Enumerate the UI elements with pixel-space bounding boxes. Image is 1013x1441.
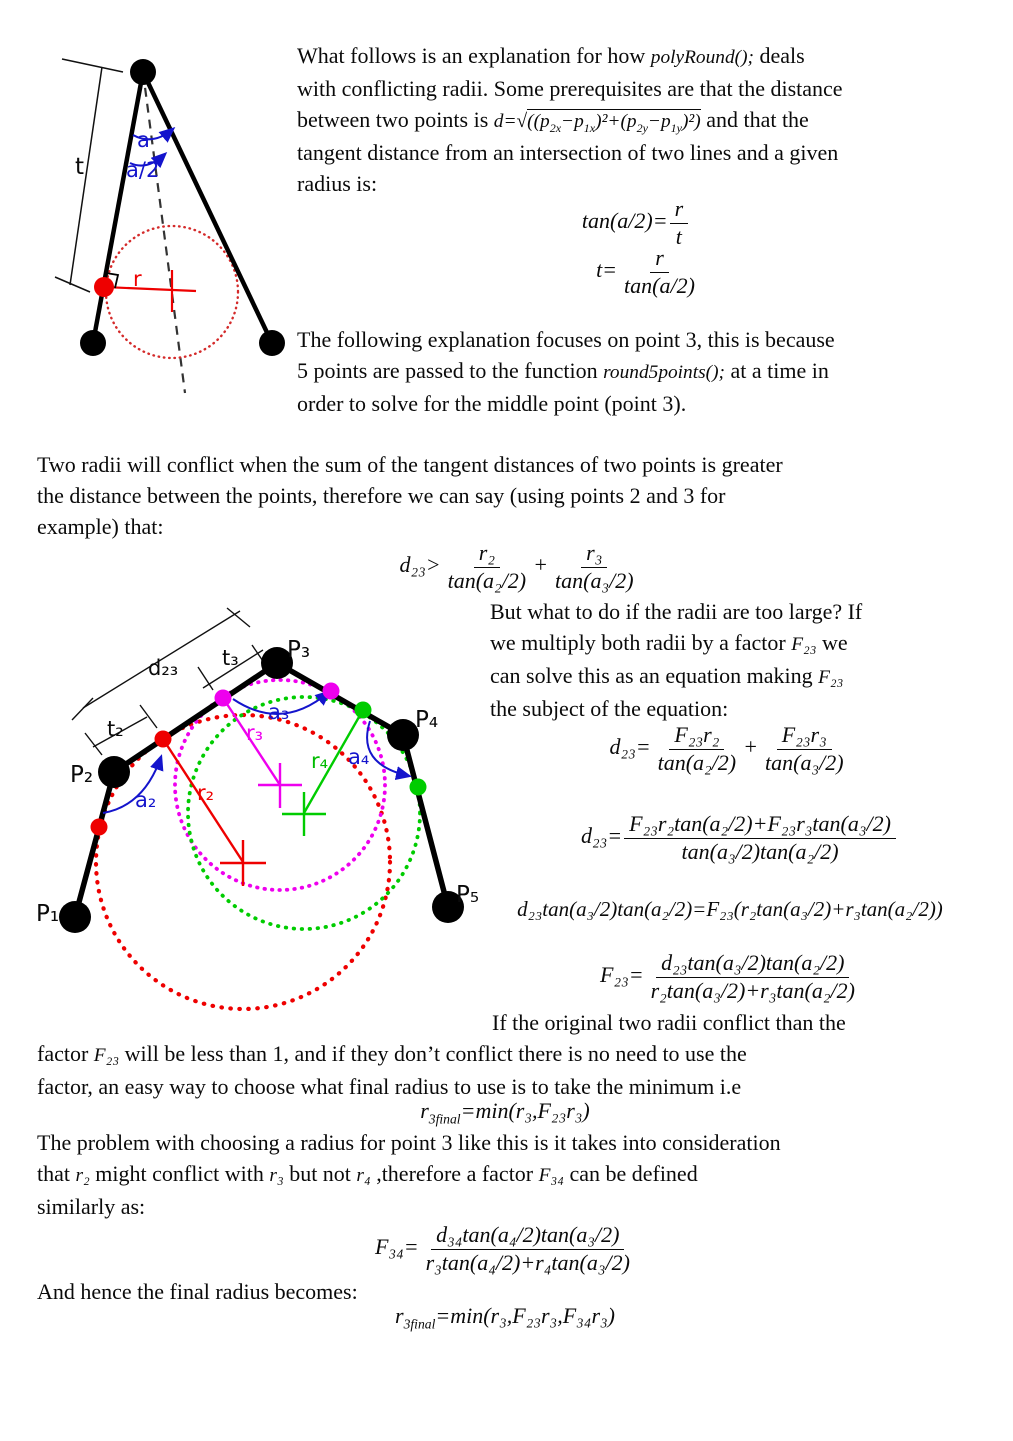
tangent-point-dot (94, 277, 114, 297)
paragraph-final-radius: And hence the final radius becomes: (37, 1279, 358, 1304)
label-p3: P₃ (287, 637, 311, 663)
tangent-diagram (30, 40, 310, 420)
paragraph-conflict-condition: Two radii will conflict when the sum of the tangent distances of two points is greater the distance between the points, therefore we can say (using points 2 and 3 for example) that: (37, 452, 783, 539)
paragraph-minimum-radius: If the original two radii conflict than the factor F₂₃ will be less than 1, and if they don’t conflict there is no need to use the factor, an easy way to choose what final radius to use is to take the minimum i.e (37, 1010, 846, 1099)
formula-tangent-distance: t= $\frac{r}{\tan(a/2)}$ (596, 245, 695, 298)
label-a-half: a/2 (126, 158, 160, 182)
vertex-dots (59, 647, 464, 933)
label-p5: P₅ (456, 882, 480, 908)
label-r4: r₄ (311, 749, 329, 773)
formula-tan-half-angle: tan(a/2)= $\frac{r}{t}$ (536, 197, 736, 249)
label-t2: t₂ (107, 717, 124, 741)
vertex-dots (80, 59, 285, 356)
label-p2: P₂ (70, 762, 94, 788)
formula-f23-solved: F₂₃= $\frac{\text{d₂₃tan(a₃/2)tan(a₂/2)}}{\text{r₂tan(a₃/2)+r₃tan(a₂/2)}}$ (600, 950, 855, 1003)
polyline-diagram (30, 595, 505, 1035)
label-p1: P₁ (36, 901, 60, 927)
label-t3: t₃ (222, 646, 239, 670)
t-dimension-lines (55, 59, 123, 292)
label-r3: r₃ (246, 721, 264, 745)
paragraph-factor-f23: But what to do if the radii are too large? If we multiply both radii by a factor F₂₃ we can solve this as an equation making F₂₃ the subject of the equation: (490, 599, 863, 721)
label-r: r (133, 267, 142, 291)
formula-r3final-min: $r_{3final}=\min(r_3,F_{23}r_3)$ (420, 1098, 590, 1127)
paragraph-focus-point3: The following explanation focuses on point 3, this is because 5 points are passed to the function round5points(); at a time in order to solve for the middle point (point 3). (297, 327, 835, 416)
label-p4: P₄ (415, 707, 439, 733)
formula-conflict-inequality: d₂₃> $\frac{\text{r₂}}{\text{tan(a₂/2)}}$ + $\frac{\text{r₃}}{\text{tan(a₃/2)}}$ (399, 540, 634, 593)
formula-f34-solved: F₃₄= $\frac{\text{d₃₄tan(a₄/2)tan(a₃/2)}}{\text{r₃tan(a₄/2)+r₄tan(a₃/2)}}$ (375, 1222, 630, 1275)
paragraph-intro: What follows is an explanation for how polyRound(); deals with conflicting radii. Some prerequisites are that the distance between two points is $d=√((p_{2x}-p_{1x})^2+(p_{2y}-p_{1y})^2)$ and that the tangent distance from an intersection of two lines and a given radius is: (297, 43, 843, 196)
formula-d23-expanded: d₂₃tan(a₃/2)tan(a₂/2)=F₂₃(r₂tan(a₃/2)+r₃tan(a₂/2)) (517, 897, 943, 921)
green-radius-and-cross (282, 710, 363, 836)
formula-d23-combined: d₂₃= $\frac{\text{F₂₃r₂tan(a₂/2)+F₂₃r₃tan(a₃/2)}}{\text{tan(a₃/2)tan(a₂/2)}}$ (581, 812, 881, 864)
label-d23: d₂₃ (148, 656, 179, 680)
label-a: a (137, 128, 150, 152)
formula-d23-with-factor: d₂₃= $\frac{\text{F₂₃r₂}}{\text{tan(a₂/2)}}$ + $\frac{\text{F₂₃r₃}}{\text{tan(a₃/2)}}$ (609, 722, 844, 775)
label-a4: a₄ (348, 745, 370, 769)
label-a2: a₂ (135, 788, 157, 812)
label-t: t (75, 154, 85, 180)
label-a3: a₃ (268, 700, 290, 724)
formula-r3final-min-both: $r_{3final}=\min(r_3,F_{23}r_3,F_{34}r_3)$ (395, 1303, 615, 1332)
paragraph-factor-f34: The problem with choosing a radius for point 3 like this is it takes into consideration that r₂ might conflict with r₃ but not r₄ ,therefore a factor F₃₄ can be defined similarly as: (37, 1130, 781, 1219)
polyline-edges (93, 72, 272, 343)
polyline-chain (75, 663, 448, 917)
label-r2: r₂ (197, 781, 215, 805)
